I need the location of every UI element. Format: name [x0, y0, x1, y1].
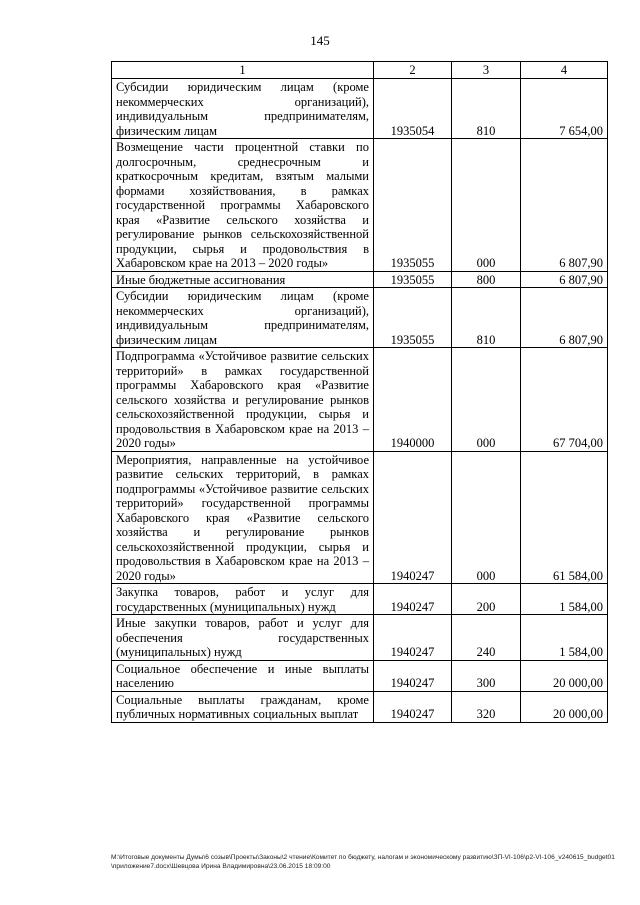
- header-cell-code: 2: [374, 62, 452, 79]
- row-code: 1940247: [374, 451, 452, 584]
- row-sum: 61 584,00: [521, 451, 608, 584]
- row-type: 200: [452, 584, 521, 615]
- page-number: 145: [310, 33, 330, 48]
- row-type: 810: [452, 79, 521, 139]
- table-row: [112, 288, 608, 348]
- table-header-row: [112, 62, 608, 79]
- row-code: 1935055: [374, 139, 452, 272]
- row-name: Субсидии юридическим лицам (кроме некоммерческих организаций), индивидуальным предпринимателям, физическим лицам: [112, 288, 374, 348]
- row-name: Иные бюджетные ассигнования: [112, 271, 374, 288]
- table-row: [112, 660, 608, 691]
- row-type: 000: [452, 139, 521, 272]
- row-sum: 7 654,00: [521, 79, 608, 139]
- row-sum: 20 000,00: [521, 691, 608, 722]
- row-type: 320: [452, 691, 521, 722]
- row-code: 1935055: [374, 271, 452, 288]
- table-row: [112, 451, 608, 584]
- file-path-footer: M:\Итоговые документы Думы\6 созыв\Проекты\Законы\2 чтение\Комитет по бюджету, налогам и экономическому развитию\ЗП-VI-106\р2-VI-106_v240615_budget01\приложение7.docx\Шевцова Ирина Владимировна\23.06.2015 18:09:00: [111, 854, 615, 870]
- row-name: Подпрограмма «Устойчивое развитие сельских территорий» в рамках государственной программы Хабаровского края «Развитие сельского хозяйства и регулирование рынков сельскохозяйственной продукции, сырья и продовольствия в Хабаровском крае на 2013 – 2020 годы»: [112, 348, 374, 452]
- table-row: [112, 348, 608, 452]
- row-name: Возмещение части процентной ставки по долгосрочным, среднесрочным и краткосрочным кредитам, взятым малыми формами хозяйствования, в рамках государственной программы Хабаровского края «Развитие сельского хозяйства и регулирование рынков сельскохозяйственной продукции, сырья и продовольствия в Хабаровском крае на 2013 – 2020 годы»: [112, 139, 374, 272]
- row-type: 810: [452, 288, 521, 348]
- row-name: Социальные выплаты гражданам, кроме публичных нормативных социальных выплат: [112, 691, 374, 722]
- header-cell-sum: 4: [521, 62, 608, 79]
- row-code: 1940247: [374, 584, 452, 615]
- row-code: 1935054: [374, 79, 452, 139]
- row-name: Субсидии юридическим лицам (кроме некоммерческих организаций), индивидуальным предпринимателям, физическим лицам: [112, 79, 374, 139]
- table-row: [112, 615, 608, 661]
- row-code: 1940000: [374, 348, 452, 452]
- row-type: 240: [452, 615, 521, 661]
- header-cell-type: 3: [452, 62, 521, 79]
- table-row: [112, 584, 608, 615]
- row-type: 800: [452, 271, 521, 288]
- row-name: Социальное обеспечение и иные выплаты населению: [112, 660, 374, 691]
- row-sum: 6 807,90: [521, 139, 608, 272]
- table-row: [112, 139, 608, 272]
- table-row: [112, 271, 608, 288]
- row-sum: 6 807,90: [521, 271, 608, 288]
- table-row: [112, 691, 608, 722]
- row-code: 1940247: [374, 691, 452, 722]
- row-sum: 67 704,00: [521, 348, 608, 452]
- row-name: Мероприятия, направленные на устойчивое развитие сельских территорий, в рамках подпрограммы «Устойчивое развитие сельских территорий» государственной программы Хабаровского края «Развитие сельского хозяйства и регулирование рынков сельскохозяйственной продукции, сырья и продовольствия в Хабаровском крае на 2013 – 2020 годы»: [112, 451, 374, 584]
- row-sum: 20 000,00: [521, 660, 608, 691]
- table-row: [112, 79, 608, 139]
- row-type: 000: [452, 348, 521, 452]
- row-sum: 1 584,00: [521, 584, 608, 615]
- header-cell-name: 1: [112, 62, 374, 79]
- row-name: Иные закупки товаров, работ и услуг для обеспечения государственных (муниципальных) нужд: [112, 615, 374, 661]
- row-code: 1935055: [374, 288, 452, 348]
- row-code: 1940247: [374, 660, 452, 691]
- row-sum: 1 584,00: [521, 615, 608, 661]
- row-sum: 6 807,90: [521, 288, 608, 348]
- row-type: 000: [452, 451, 521, 584]
- budget-table: [111, 61, 608, 723]
- row-code: 1940247: [374, 615, 452, 661]
- row-type: 300: [452, 660, 521, 691]
- row-name: Закупка товаров, работ и услуг для государственных (муниципальных) нужд: [112, 584, 374, 615]
